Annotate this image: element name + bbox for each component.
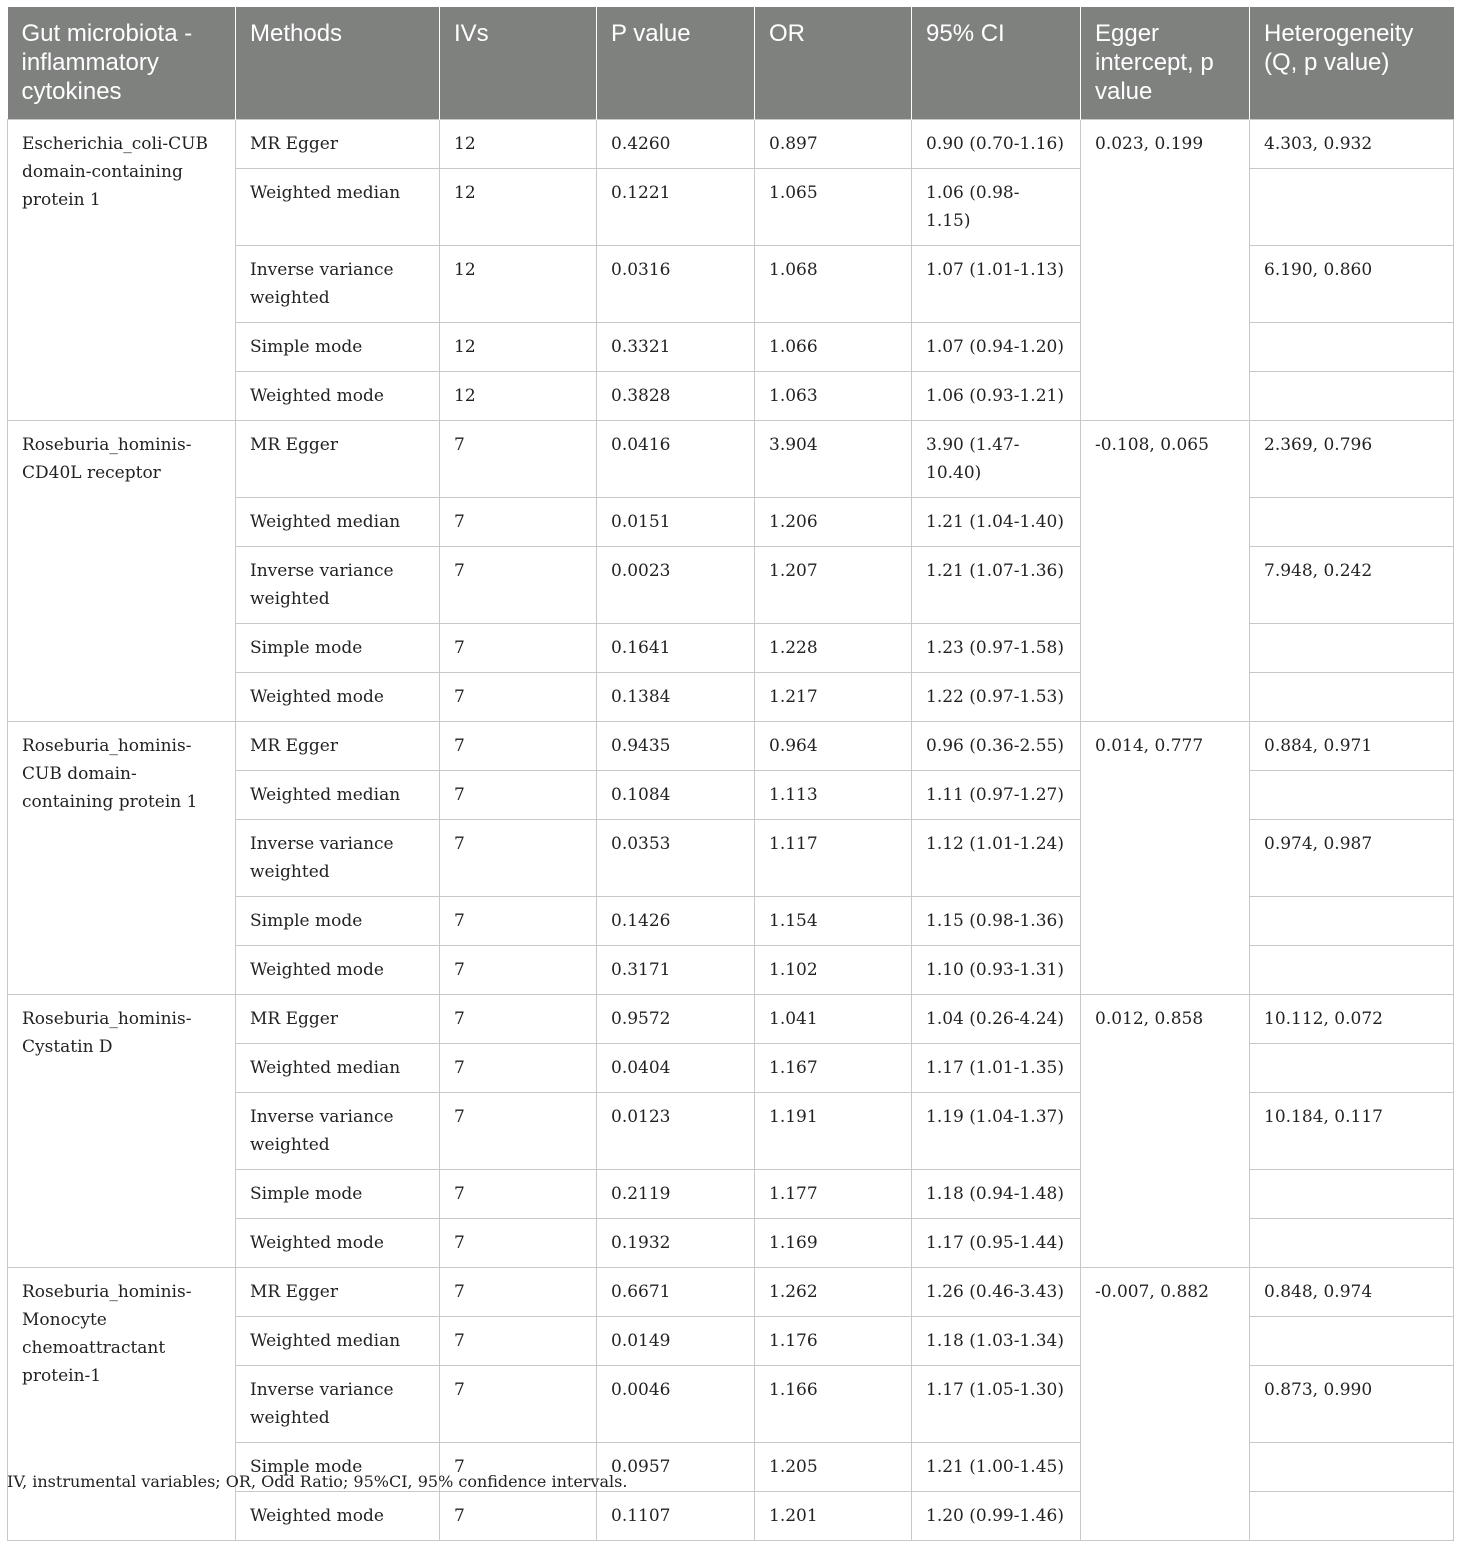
heterogeneity-cell xyxy=(1250,946,1454,995)
method-cell: Inverse variance weighted xyxy=(236,1366,440,1443)
header-95-ci: 95% CI xyxy=(912,7,1081,120)
p-value-cell: 0.0404 xyxy=(597,1044,755,1093)
table-body xyxy=(8,120,1454,1541)
ivs-cell: 7 xyxy=(440,946,597,995)
heterogeneity-cell: 0.884, 0.971 xyxy=(1250,722,1454,771)
p-value-cell: 0.0023 xyxy=(597,547,755,624)
method-cell: MR Egger xyxy=(236,120,440,169)
heterogeneity-cell: 10.112, 0.072 xyxy=(1250,995,1454,1044)
or-cell: 1.167 xyxy=(755,1044,912,1093)
p-value-cell: 0.1107 xyxy=(597,1492,755,1541)
ci-cell: 1.20 (0.99-1.46) xyxy=(912,1492,1081,1541)
p-value-cell: 0.9435 xyxy=(597,722,755,771)
or-cell: 1.205 xyxy=(755,1443,912,1492)
header-heterogeneity: Heterogeneity (Q, p value) xyxy=(1250,7,1454,120)
method-cell: Weighted median xyxy=(236,169,440,246)
ci-cell: 1.22 (0.97-1.53) xyxy=(912,673,1081,722)
mr-results-table xyxy=(7,7,1454,1541)
method-cell: Weighted mode xyxy=(236,1492,440,1541)
ci-cell: 0.96 (0.36-2.55) xyxy=(912,722,1081,771)
egger-intercept-cell: -0.108, 0.065 xyxy=(1081,421,1250,722)
method-cell: MR Egger xyxy=(236,722,440,771)
exposure-outcome-cell: Escherichia_coli-CUB domain-containing protein 1 xyxy=(8,120,236,421)
method-cell: Inverse variance weighted xyxy=(236,820,440,897)
heterogeneity-cell xyxy=(1250,1443,1454,1492)
ci-cell: 3.90 (1.47-10.40) xyxy=(912,421,1081,498)
ci-cell: 1.21 (1.04-1.40) xyxy=(912,498,1081,547)
header-exposure-outcome: Gut microbiota - inflammatory cytokines xyxy=(8,7,236,120)
heterogeneity-cell xyxy=(1250,1170,1454,1219)
ci-cell: 1.18 (1.03-1.34) xyxy=(912,1317,1081,1366)
or-cell: 3.904 xyxy=(755,421,912,498)
or-cell: 1.228 xyxy=(755,624,912,673)
ci-cell: 1.26 (0.46-3.43) xyxy=(912,1268,1081,1317)
method-cell: Weighted mode xyxy=(236,372,440,421)
p-value-cell: 0.1426 xyxy=(597,897,755,946)
heterogeneity-cell xyxy=(1250,673,1454,722)
heterogeneity-cell xyxy=(1250,169,1454,246)
ci-cell: 1.10 (0.93-1.31) xyxy=(912,946,1081,995)
ci-cell: 1.17 (0.95-1.44) xyxy=(912,1219,1081,1268)
heterogeneity-cell: 4.303, 0.932 xyxy=(1250,120,1454,169)
or-cell: 1.217 xyxy=(755,673,912,722)
ivs-cell: 7 xyxy=(440,1492,597,1541)
method-cell: Weighted mode xyxy=(236,1219,440,1268)
table-row xyxy=(8,722,1454,771)
method-cell: Weighted mode xyxy=(236,673,440,722)
header-ivs: IVs xyxy=(440,7,597,120)
heterogeneity-cell: 7.948, 0.242 xyxy=(1250,547,1454,624)
p-value-cell: 0.0151 xyxy=(597,498,755,547)
method-cell: MR Egger xyxy=(236,995,440,1044)
table-row xyxy=(8,1268,1454,1317)
ivs-cell: 12 xyxy=(440,169,597,246)
exposure-outcome-cell: Roseburia_hominis-CD40L receptor xyxy=(8,421,236,722)
heterogeneity-cell: 0.974, 0.987 xyxy=(1250,820,1454,897)
ivs-cell: 12 xyxy=(440,120,597,169)
or-cell: 1.102 xyxy=(755,946,912,995)
ci-cell: 1.19 (1.04-1.37) xyxy=(912,1093,1081,1170)
ci-cell: 1.12 (1.01-1.24) xyxy=(912,820,1081,897)
p-value-cell: 0.1221 xyxy=(597,169,755,246)
header-egger-intercept: Egger intercept, p value xyxy=(1081,7,1250,120)
heterogeneity-cell xyxy=(1250,1219,1454,1268)
header-methods: Methods xyxy=(236,7,440,120)
or-cell: 1.063 xyxy=(755,372,912,421)
method-cell: Weighted median xyxy=(236,1044,440,1093)
p-value-cell: 0.9572 xyxy=(597,995,755,1044)
heterogeneity-cell xyxy=(1250,1317,1454,1366)
or-cell: 1.262 xyxy=(755,1268,912,1317)
ivs-cell: 7 xyxy=(440,673,597,722)
method-cell: Weighted median xyxy=(236,498,440,547)
method-cell: Simple mode xyxy=(236,1443,440,1492)
ivs-cell: 7 xyxy=(440,1443,597,1492)
header-or: OR xyxy=(755,7,912,120)
or-cell: 1.117 xyxy=(755,820,912,897)
p-value-cell: 0.1384 xyxy=(597,673,755,722)
heterogeneity-cell xyxy=(1250,498,1454,547)
ivs-cell: 7 xyxy=(440,547,597,624)
or-cell: 1.041 xyxy=(755,995,912,1044)
ivs-cell: 7 xyxy=(440,421,597,498)
egger-intercept-cell: 0.023, 0.199 xyxy=(1081,120,1250,421)
ci-cell: 1.23 (0.97-1.58) xyxy=(912,624,1081,673)
table-row xyxy=(8,995,1454,1044)
p-value-cell: 0.0957 xyxy=(597,1443,755,1492)
ci-cell: 1.21 (1.00-1.45) xyxy=(912,1443,1081,1492)
or-cell: 1.201 xyxy=(755,1492,912,1541)
method-cell: Simple mode xyxy=(236,624,440,673)
ivs-cell: 7 xyxy=(440,722,597,771)
heterogeneity-cell: 0.873, 0.990 xyxy=(1250,1366,1454,1443)
ci-cell: 1.18 (0.94-1.48) xyxy=(912,1170,1081,1219)
heterogeneity-cell xyxy=(1250,323,1454,372)
ci-cell: 1.06 (0.98- 1.15) xyxy=(912,169,1081,246)
or-cell: 1.113 xyxy=(755,771,912,820)
or-cell: 1.177 xyxy=(755,1170,912,1219)
p-value-cell: 0.1932 xyxy=(597,1219,755,1268)
method-cell: MR Egger xyxy=(236,421,440,498)
or-cell: 1.206 xyxy=(755,498,912,547)
heterogeneity-cell: 6.190, 0.860 xyxy=(1250,246,1454,323)
p-value-cell: 0.3171 xyxy=(597,946,755,995)
exposure-outcome-cell: Roseburia_hominis-CUB domain-containing protein 1 xyxy=(8,722,236,995)
ivs-cell: 7 xyxy=(440,624,597,673)
or-cell: 1.068 xyxy=(755,246,912,323)
heterogeneity-cell xyxy=(1250,771,1454,820)
p-value-cell: 0.0149 xyxy=(597,1317,755,1366)
method-cell: Weighted median xyxy=(236,771,440,820)
exposure-outcome-cell: Roseburia_hominis-Monocyte chemoattractant protein-1 xyxy=(8,1268,236,1541)
ci-cell: 0.90 (0.70-1.16) xyxy=(912,120,1081,169)
ivs-cell: 7 xyxy=(440,897,597,946)
ci-cell: 1.21 (1.07-1.36) xyxy=(912,547,1081,624)
ivs-cell: 7 xyxy=(440,498,597,547)
ci-cell: 1.07 (1.01-1.13) xyxy=(912,246,1081,323)
heterogeneity-cell: 2.369, 0.796 xyxy=(1250,421,1454,498)
ivs-cell: 7 xyxy=(440,1366,597,1443)
p-value-cell: 0.6671 xyxy=(597,1268,755,1317)
heterogeneity-cell xyxy=(1250,624,1454,673)
ivs-cell: 12 xyxy=(440,246,597,323)
or-cell: 1.154 xyxy=(755,897,912,946)
or-cell: 0.964 xyxy=(755,722,912,771)
method-cell: Simple mode xyxy=(236,897,440,946)
method-cell: Weighted median xyxy=(236,1317,440,1366)
ivs-cell: 7 xyxy=(440,820,597,897)
p-value-cell: 0.2119 xyxy=(597,1170,755,1219)
ci-cell: 1.04 (0.26-4.24) xyxy=(912,995,1081,1044)
ivs-cell: 7 xyxy=(440,995,597,1044)
method-cell: Inverse variance weighted xyxy=(236,547,440,624)
method-cell: Simple mode xyxy=(236,323,440,372)
p-value-cell: 0.0123 xyxy=(597,1093,755,1170)
or-cell: 1.066 xyxy=(755,323,912,372)
ivs-cell: 7 xyxy=(440,771,597,820)
egger-intercept-cell: -0.007, 0.882 xyxy=(1081,1268,1250,1541)
p-value-cell: 0.1084 xyxy=(597,771,755,820)
p-value-cell: 0.0353 xyxy=(597,820,755,897)
heterogeneity-cell: 10.184, 0.117 xyxy=(1250,1093,1454,1170)
egger-intercept-cell: 0.012, 0.858 xyxy=(1081,995,1250,1268)
or-cell: 1.176 xyxy=(755,1317,912,1366)
egger-intercept-cell: 0.014, 0.777 xyxy=(1081,722,1250,995)
ci-cell: 1.17 (1.05-1.30) xyxy=(912,1366,1081,1443)
p-value-cell: 0.0416 xyxy=(597,421,755,498)
p-value-cell: 0.0316 xyxy=(597,246,755,323)
ivs-cell: 7 xyxy=(440,1268,597,1317)
ivs-cell: 7 xyxy=(440,1093,597,1170)
or-cell: 1.166 xyxy=(755,1366,912,1443)
table-row xyxy=(8,120,1454,169)
heterogeneity-cell: 0.848, 0.974 xyxy=(1250,1268,1454,1317)
ivs-cell: 12 xyxy=(440,372,597,421)
method-cell: Inverse variance weighted xyxy=(236,1093,440,1170)
p-value-cell: 0.3828 xyxy=(597,372,755,421)
exposure-outcome-cell: Roseburia_hominis-Cystatin D xyxy=(8,995,236,1268)
ivs-cell: 12 xyxy=(440,323,597,372)
or-cell: 1.191 xyxy=(755,1093,912,1170)
heterogeneity-cell xyxy=(1250,1044,1454,1093)
p-value-cell: 0.3321 xyxy=(597,323,755,372)
table-footnote: IV, instrumental variables; OR, Odd Ratio; 95%CI, 95% confidence intervals. xyxy=(7,1472,628,1491)
ivs-cell: 7 xyxy=(440,1170,597,1219)
ci-cell: 1.06 (0.93-1.21) xyxy=(912,372,1081,421)
ci-cell: 1.15 (0.98-1.36) xyxy=(912,897,1081,946)
method-cell: MR Egger xyxy=(236,1268,440,1317)
or-cell: 1.207 xyxy=(755,547,912,624)
method-cell: Weighted mode xyxy=(236,946,440,995)
or-cell: 0.897 xyxy=(755,120,912,169)
table-header xyxy=(8,7,1454,120)
ivs-cell: 7 xyxy=(440,1044,597,1093)
ci-cell: 1.11 (0.97-1.27) xyxy=(912,771,1081,820)
method-cell: Simple mode xyxy=(236,1170,440,1219)
heterogeneity-cell xyxy=(1250,897,1454,946)
p-value-cell: 0.0046 xyxy=(597,1366,755,1443)
header-row xyxy=(8,7,1454,120)
ci-cell: 1.17 (1.01-1.35) xyxy=(912,1044,1081,1093)
p-value-cell: 0.1641 xyxy=(597,624,755,673)
table-row xyxy=(8,421,1454,498)
ci-cell: 1.07 (0.94-1.20) xyxy=(912,323,1081,372)
p-value-cell: 0.4260 xyxy=(597,120,755,169)
or-cell: 1.065 xyxy=(755,169,912,246)
ivs-cell: 7 xyxy=(440,1317,597,1366)
header-p-value: P value xyxy=(597,7,755,120)
ivs-cell: 7 xyxy=(440,1219,597,1268)
or-cell: 1.169 xyxy=(755,1219,912,1268)
method-cell: Inverse variance weighted xyxy=(236,246,440,323)
heterogeneity-cell xyxy=(1250,372,1454,421)
